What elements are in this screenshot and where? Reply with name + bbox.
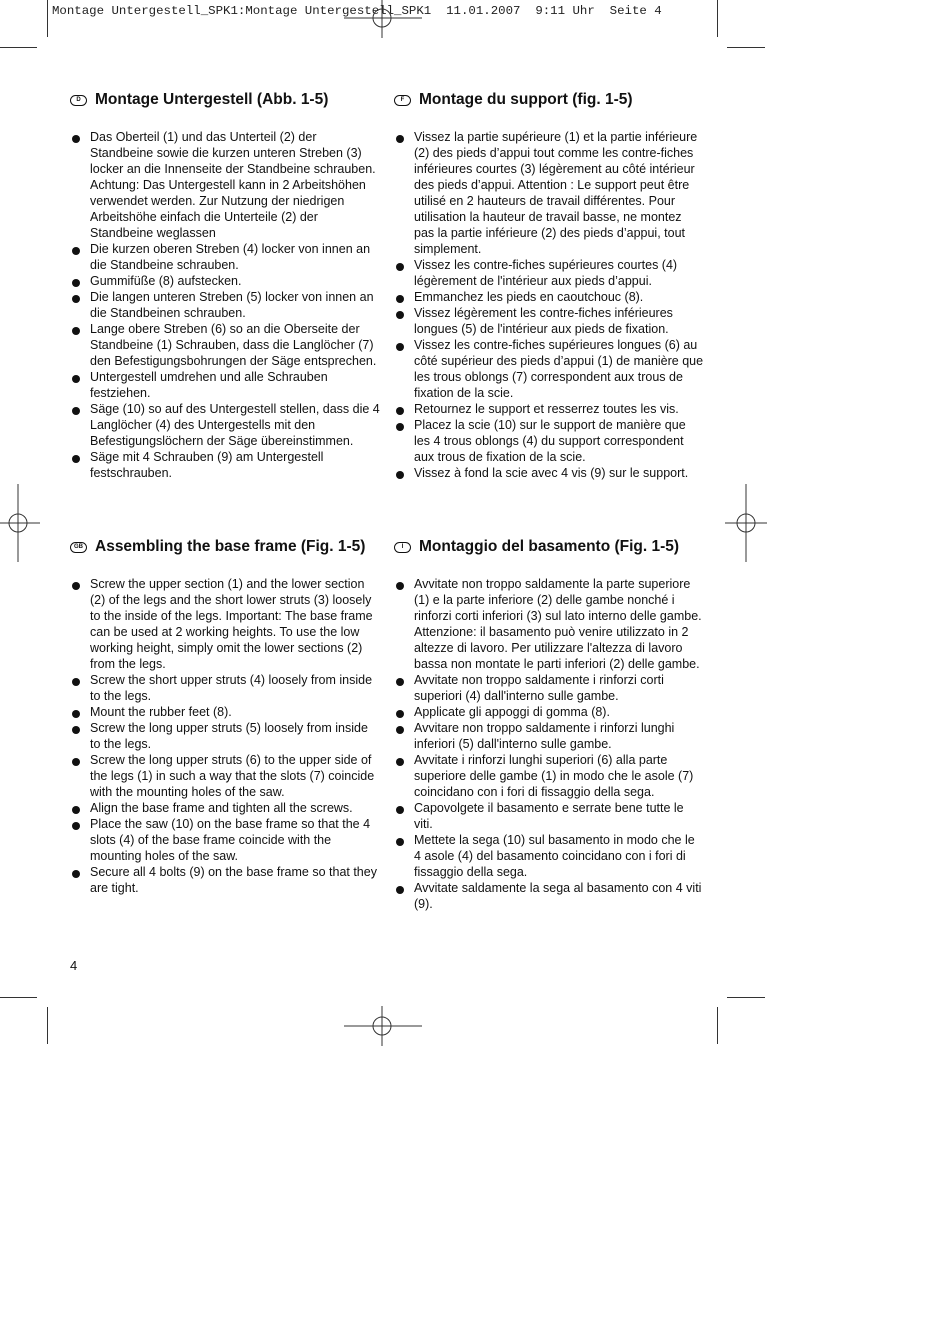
crop-mark	[47, 0, 48, 37]
section-heading	[394, 91, 704, 109]
list-item: Secure all 4 bolts (9) on the base frame so that they are tight.	[70, 864, 380, 896]
registration-mark-icon	[344, 1006, 422, 1046]
list-item: Align the base frame and tighten all the screws.	[70, 800, 380, 816]
list-item: Vissez la partie supérieure (1) et la partie inférieure (2) des pieds d’appui tout comme les contre-fiches inférieures courtes (3) légèrement au côté intérieur des pieds d’appui. Attention : Le support peut être utilisé en 2 hauteurs de travail différentes. Pour utilisation la hauteur de travail basse, ne montez pas la partie inférieure (2) des pieds d’appui, tout simplement.	[394, 129, 704, 257]
registration-mark-icon	[344, 0, 422, 38]
section-german	[70, 91, 380, 481]
section-title: Assembling the base frame (Fig. 1-5)	[95, 538, 366, 555]
crop-mark	[727, 47, 765, 48]
section-heading	[394, 538, 704, 556]
list-item: Die kurzen oberen Streben (4) locker von innen an die Standbeine schrauben.	[70, 241, 380, 273]
list-item: Vissez à fond la scie avec 4 vis (9) sur le support.	[394, 465, 704, 481]
section-italian	[394, 538, 704, 912]
list-item: Vissez les contre-fiches supérieures courtes (4) légèrement de l'intérieur aux pieds d’appui.	[394, 257, 704, 289]
list-item: Screw the long upper struts (5) loosely from inside to the legs.	[70, 720, 380, 752]
section-heading	[70, 538, 380, 556]
list-item: Placez la scie (10) sur le support de manière que les 4 trous oblongs (4) du support correspondent aux trous de fixation de la scie.	[394, 417, 704, 465]
language-badge-icon: F	[394, 95, 411, 106]
section-french	[394, 91, 704, 481]
list-item: Emmanchez les pieds en caoutchouc (8).	[394, 289, 704, 305]
instruction-list	[70, 129, 380, 481]
registration-mark-icon	[0, 484, 40, 562]
list-item: Untergestell umdrehen und alle Schrauben festziehen.	[70, 369, 380, 401]
list-item: Mount the rubber feet (8).	[70, 704, 380, 720]
list-item: Screw the long upper struts (6) to the upper side of the legs (1) in such a way that the slots (7) coincide with the mounting holes of the saw.	[70, 752, 380, 800]
list-item: Das Oberteil (1) und das Unterteil (2) der Standbeine sowie die kurzen unteren Streben (3) locker an die Innenseite der Standbeine schrauben. Achtung: Das Untergestell kann in 2 Arbeitshöhen verwendet werden. Zur Nutzung der niedrigen Arbeitshöhe einfach die Unterteile (2) der Standbeine weglassen	[70, 129, 380, 241]
list-item: Mettete la sega (10) sul basamento in modo che le 4 asole (4) del basamento coincidano con i fori di fissaggio della sega.	[394, 832, 704, 880]
list-item: Retournez le support et resserrez toutes les vis.	[394, 401, 704, 417]
list-item: Gummifüße (8) aufstecken.	[70, 273, 380, 289]
crop-mark	[717, 0, 718, 37]
list-item: Avvitate i rinforzi lunghi superiori (6) alla parte superiore delle gambe (1) in modo che le asole (7) coincidano con i fori di fissaggio della sega.	[394, 752, 704, 800]
list-item: Avvitare non troppo saldamente i rinforzi lunghi inferiori (5) dall'interno sulle gambe.	[394, 720, 704, 752]
list-item: Säge (10) so auf des Untergestell stellen, dass die 4 Langlöcher (4) des Untergestells mit den Befestigungslöchern der Säge übereinstimmen.	[70, 401, 380, 449]
crop-mark	[0, 997, 37, 998]
list-item: Die langen unteren Streben (5) locker von innen an die Standbeinen schrauben.	[70, 289, 380, 321]
section-title: Montage du support (fig. 1-5)	[419, 91, 633, 108]
list-item: Place the saw (10) on the base frame so that the 4 slots (4) of the base frame coincide with the mounting holes of the saw.	[70, 816, 380, 864]
instruction-list	[394, 129, 704, 481]
language-badge-icon: D	[70, 95, 87, 106]
crop-mark	[0, 47, 37, 48]
instruction-list	[70, 576, 380, 896]
list-item: Capovolgete il basamento e serrate bene tutte le viti.	[394, 800, 704, 832]
list-item: Applicate gli appoggi di gomma (8).	[394, 704, 704, 720]
list-item: Screw the short upper struts (4) loosely from inside to the legs.	[70, 672, 380, 704]
registration-mark-icon	[725, 484, 767, 562]
print-header: Montage Untergestell_SPK1:Montage Untergestell_SPK1 11.01.2007 9:11 Uhr Seite 4	[52, 4, 662, 18]
page-number: 4	[70, 958, 78, 973]
language-badge-icon: I	[394, 542, 411, 553]
section-heading	[70, 91, 380, 109]
section-title: Montaggio del basamento (Fig. 1-5)	[419, 538, 680, 555]
list-item: Avvitate non troppo saldamente i rinforzi corti superiori (4) dall'interno sulle gambe.	[394, 672, 704, 704]
list-item: Avvitate non troppo saldamente la parte superiore (1) e la parte inferiore (2) delle gambe nonché i rinforzi corti inferiori (3) sul lato interno delle gambe. Attenzione: il basamento può venire utilizzato in 2 altezze di lavoro. Per utilizzare l'altezza di lavoro bassa non montate le parti inferiori (2) delle gambe.	[394, 576, 704, 672]
crop-mark	[47, 1007, 48, 1044]
list-item: Vissez les contre-fiches supérieures longues (6) au côté supérieur des pieds d’appui (1) de manière que les trous oblongs (7) correspondent aux trous de fixation de la scie.	[394, 337, 704, 401]
crop-mark	[717, 1007, 718, 1044]
list-item: Vissez légèrement les contre-fiches inférieures longues (5) de l'intérieur aux pieds de fixation.	[394, 305, 704, 337]
section-title: Montage Untergestell (Abb. 1-5)	[95, 91, 329, 108]
list-item: Lange obere Streben (6) so an die Oberseite der Standbeine (1) Schrauben, dass die Langlöcher (7) den Befestigungsbohrungen der Säge entsprechen.	[70, 321, 380, 369]
language-badge-icon: GB	[70, 542, 87, 553]
list-item: Screw the upper section (1) and the lower section (2) of the legs and the short lower struts (3) loosely to the inside of the legs. Important: The base frame can be used at 2 working heights. To use the low working height, simply omit the lower sections (2) from the legs.	[70, 576, 380, 672]
instruction-list	[394, 576, 704, 912]
list-item: Säge mit 4 Schrauben (9) am Untergestell festschrauben.	[70, 449, 380, 481]
crop-mark	[727, 997, 765, 998]
section-english	[70, 538, 380, 896]
list-item: Avvitate saldamente la sega al basamento con 4 viti (9).	[394, 880, 704, 912]
